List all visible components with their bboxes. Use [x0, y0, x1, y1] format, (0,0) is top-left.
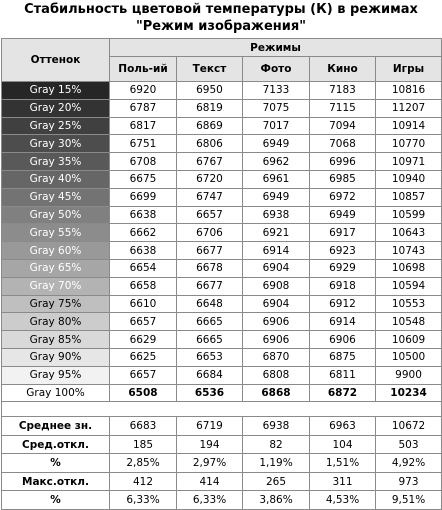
stat-cell: 265: [243, 472, 310, 491]
table-row: [2, 188, 442, 206]
table-cell: 6648: [177, 295, 243, 313]
table-cell: 6938: [243, 206, 310, 224]
table-cell: 6906: [310, 331, 376, 349]
table-cell: 6708: [110, 153, 177, 171]
table-cell: 6638: [110, 206, 177, 224]
header-modes: Режимы: [110, 39, 442, 57]
stat-cell: 104: [310, 435, 376, 454]
table-cell: 6817: [110, 117, 177, 135]
table-cell: 6675: [110, 170, 177, 188]
row-label: Gray 20%: [2, 99, 110, 117]
table-cell: 6653: [177, 348, 243, 366]
table-cell: 6657: [110, 366, 177, 384]
row-label: Gray 95%: [2, 366, 110, 384]
row-label: Gray 30%: [2, 135, 110, 153]
table-cell: 7075: [243, 99, 310, 117]
table-cell: 10770: [376, 135, 442, 153]
stat-label: Макс.откл.: [2, 472, 110, 491]
stat-cell: 2,85%: [110, 454, 177, 473]
stat-cell: 973: [376, 472, 442, 491]
stat-cell: 1,19%: [243, 454, 310, 473]
table-cell: 6629: [110, 331, 177, 349]
table-row: [2, 99, 442, 117]
table-cell: 6923: [310, 242, 376, 260]
table-cell: 6917: [310, 224, 376, 242]
row-label: Gray 25%: [2, 117, 110, 135]
table-cell: 6918: [310, 277, 376, 295]
table-row: [2, 224, 442, 242]
table-cell: 6706: [177, 224, 243, 242]
table-row: [2, 277, 442, 295]
table-cell: 6875: [310, 348, 376, 366]
stat-label: %: [2, 491, 110, 510]
stat-cell: 185: [110, 435, 177, 454]
table-cell: 6662: [110, 224, 177, 242]
row-label: Gray 75%: [2, 295, 110, 313]
table-cell: 6912: [310, 295, 376, 313]
chart-title: [0, 0, 442, 38]
table-cell: 6962: [243, 153, 310, 171]
table-cell: 6961: [243, 170, 310, 188]
table-cell: 6929: [310, 259, 376, 277]
table-cell: 6904: [243, 259, 310, 277]
table-cell: 10940: [376, 170, 442, 188]
table-cell: 6720: [177, 170, 243, 188]
table-row: [2, 117, 442, 135]
column-header: Поль-ий: [110, 57, 177, 82]
stat-cell: 412: [110, 472, 177, 491]
table-cell: 6808: [243, 366, 310, 384]
table-cell: 10553: [376, 295, 442, 313]
table-cell: 10609: [376, 331, 442, 349]
title-line-2: "Режим изображения": [135, 19, 307, 34]
table-row: [2, 170, 442, 188]
table-cell: 7094: [310, 117, 376, 135]
stat-cell: 6938: [243, 417, 310, 436]
stat-cell: 4,53%: [310, 491, 376, 510]
table-cell: 6985: [310, 170, 376, 188]
table-cell: 10971: [376, 153, 442, 171]
table-cell: 10643: [376, 224, 442, 242]
table-cell: 6819: [177, 99, 243, 117]
table-cell: 6658: [110, 277, 177, 295]
table-cell: 6677: [177, 242, 243, 260]
table-cell: 6751: [110, 135, 177, 153]
table-cell: 6914: [310, 313, 376, 331]
table-cell: 6921: [243, 224, 310, 242]
statistics-rows: [2, 417, 442, 510]
stat-cell: 6963: [310, 417, 376, 436]
row-label: Gray 40%: [2, 170, 110, 188]
row-label: Gray 85%: [2, 331, 110, 349]
table-cell: 6996: [310, 153, 376, 171]
table-cell: 6625: [110, 348, 177, 366]
table-cell: 6811: [310, 366, 376, 384]
table-row: [2, 82, 442, 100]
table-cell: 10500: [376, 348, 442, 366]
stat-cell: 194: [177, 435, 243, 454]
table-cell: 6654: [110, 259, 177, 277]
table-cell: 6906: [243, 331, 310, 349]
table-row: [2, 384, 442, 402]
stat-cell: 9,51%: [376, 491, 442, 510]
table-cell: 10816: [376, 82, 442, 100]
table-cell: 6920: [110, 82, 177, 100]
table-cell: 10914: [376, 117, 442, 135]
row-label: Gray 35%: [2, 153, 110, 171]
table-row: [2, 331, 442, 349]
column-header: Кино: [310, 57, 376, 82]
table-cell: 6657: [110, 313, 177, 331]
table-cell: 6949: [243, 188, 310, 206]
table-cell: 6665: [177, 331, 243, 349]
stat-row: [2, 435, 442, 454]
stat-row: [2, 491, 442, 510]
table-cell: 10857: [376, 188, 442, 206]
table-cell: 10698: [376, 259, 442, 277]
column-header: Текст: [177, 57, 243, 82]
stat-label: Сред.откл.: [2, 435, 110, 454]
stat-cell: 6,33%: [177, 491, 243, 510]
stat-cell: 2,97%: [177, 454, 243, 473]
stat-cell: 82: [243, 435, 310, 454]
row-label: Gray 100%: [2, 384, 110, 402]
table-cell: 6699: [110, 188, 177, 206]
table-cell: 6665: [177, 313, 243, 331]
row-label: Gray 55%: [2, 224, 110, 242]
table-cell: 6868: [243, 384, 310, 402]
stat-cell: 6719: [177, 417, 243, 436]
stat-row: [2, 417, 442, 436]
column-header: Игры: [376, 57, 442, 82]
stat-label: Среднее зн.: [2, 417, 110, 436]
table-cell: 10548: [376, 313, 442, 331]
stat-row: [2, 472, 442, 491]
table-cell: 6684: [177, 366, 243, 384]
table-cell: 6638: [110, 242, 177, 260]
table-cell: 9900: [376, 366, 442, 384]
table-row: [2, 206, 442, 224]
table-cell: 6904: [243, 295, 310, 313]
table-row: [2, 135, 442, 153]
row-label: Gray 65%: [2, 259, 110, 277]
table-row: [2, 348, 442, 366]
table-cell: 10743: [376, 242, 442, 260]
row-label: Gray 50%: [2, 206, 110, 224]
table-row: [2, 366, 442, 384]
row-label: Gray 80%: [2, 313, 110, 331]
table-cell: 6949: [310, 206, 376, 224]
table-cell: 6870: [243, 348, 310, 366]
stat-cell: 311: [310, 472, 376, 491]
separator: [2, 402, 442, 417]
stat-cell: 503: [376, 435, 442, 454]
row-label: Gray 45%: [2, 188, 110, 206]
table-cell: 6914: [243, 242, 310, 260]
stat-cell: 3,86%: [243, 491, 310, 510]
table-cell: 6869: [177, 117, 243, 135]
stat-cell: 10672: [376, 417, 442, 436]
table-cell: 6872: [310, 384, 376, 402]
table-cell: 6610: [110, 295, 177, 313]
table-cell: 10594: [376, 277, 442, 295]
table-cell: 6657: [177, 206, 243, 224]
stat-label: %: [2, 454, 110, 473]
stat-cell: 414: [177, 472, 243, 491]
table-cell: 6677: [177, 277, 243, 295]
table-row: [2, 259, 442, 277]
column-header: Фото: [243, 57, 310, 82]
table-cell: 6767: [177, 153, 243, 171]
color-temperature-table: [1, 38, 442, 510]
table-cell: 6906: [243, 313, 310, 331]
table-cell: 6949: [243, 135, 310, 153]
title-line-1: Стабильность цветовой температуры (К) в режимах: [24, 2, 418, 17]
table-cell: 6908: [243, 277, 310, 295]
table-cell: 6508: [110, 384, 177, 402]
data-rows: [2, 82, 442, 402]
table-cell: 7133: [243, 82, 310, 100]
table-cell: 6536: [177, 384, 243, 402]
stat-cell: 1,51%: [310, 454, 376, 473]
table-cell: 6678: [177, 259, 243, 277]
table-row: [2, 295, 442, 313]
row-label: Gray 15%: [2, 82, 110, 100]
table-row: [2, 153, 442, 171]
table-cell: 6787: [110, 99, 177, 117]
table-cell: 6972: [310, 188, 376, 206]
table-cell: 6747: [177, 188, 243, 206]
stat-cell: 6683: [110, 417, 177, 436]
row-label: Gray 60%: [2, 242, 110, 260]
table-cell: 10599: [376, 206, 442, 224]
header-shade: Оттенок: [2, 39, 110, 82]
table-cell: 6806: [177, 135, 243, 153]
table-cell: 7115: [310, 99, 376, 117]
table-cell: 10234: [376, 384, 442, 402]
table-row: [2, 242, 442, 260]
row-label: Gray 70%: [2, 277, 110, 295]
table-cell: 11207: [376, 99, 442, 117]
stat-cell: 4,92%: [376, 454, 442, 473]
table-row: [2, 313, 442, 331]
table-cell: 6950: [177, 82, 243, 100]
stat-cell: 6,33%: [110, 491, 177, 510]
table-cell: 7183: [310, 82, 376, 100]
table-cell: 7017: [243, 117, 310, 135]
stat-row: [2, 454, 442, 473]
row-label: Gray 90%: [2, 348, 110, 366]
table-cell: 7068: [310, 135, 376, 153]
